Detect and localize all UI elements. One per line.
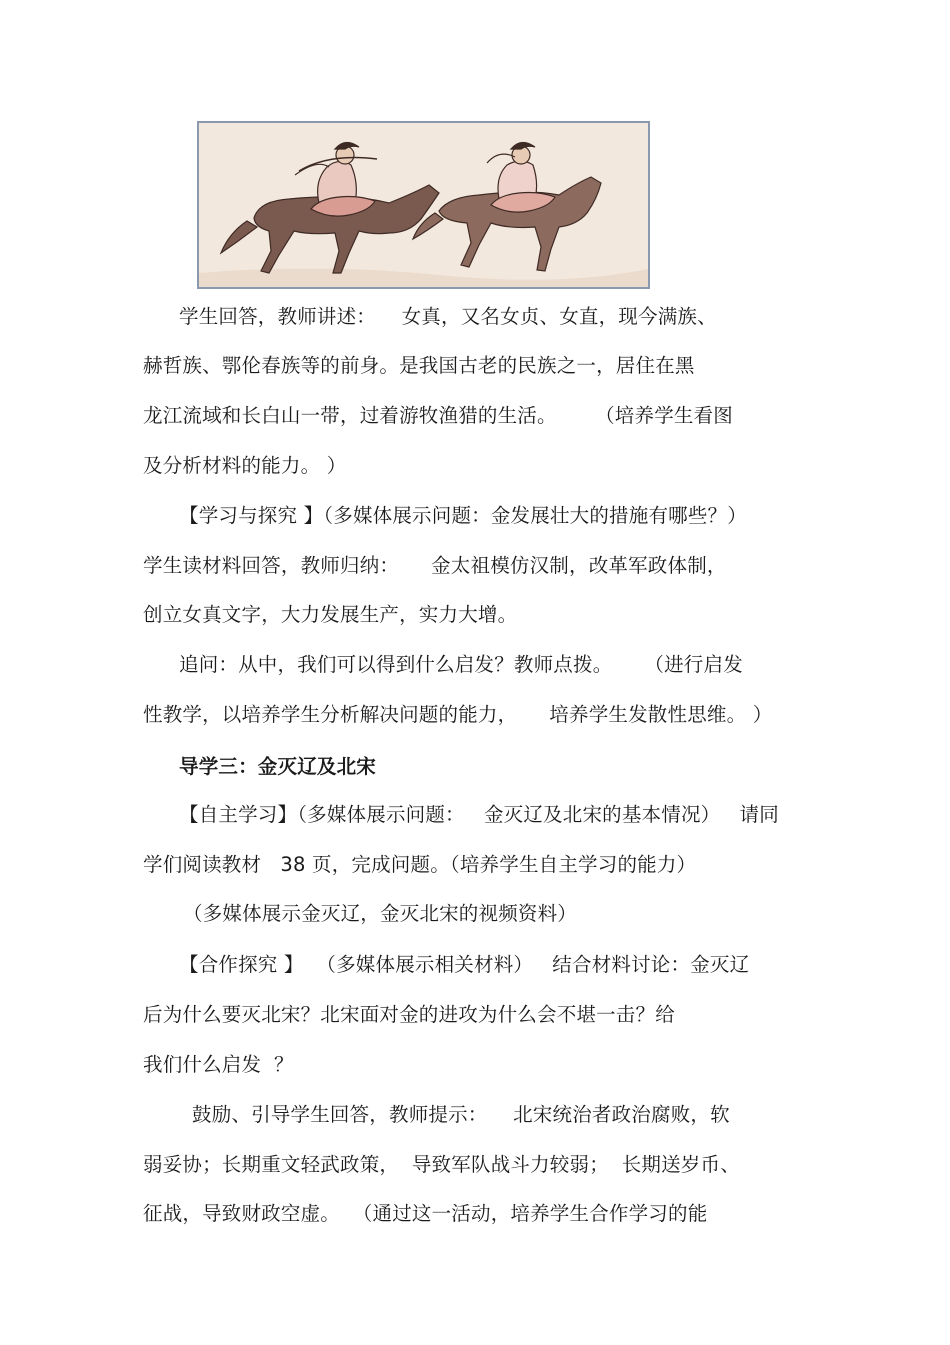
paragraph-line: 弱妥协；长期重文轻武政策， 导致军队战斗力较弱； 长期送岁币、: [143, 1153, 740, 1176]
paragraph-line: 鼓励、引导学生回答，教师提示： 北宋统治者政治腐败，软: [192, 1103, 730, 1126]
paragraph-line: 追问：从中，我们可以得到什么启发？教师点拨。 （进行启发: [179, 653, 743, 676]
paragraph-line: 征战，导致财政空虚。 （通过这一活动，培养学生合作学习的能: [143, 1202, 708, 1225]
section-heading: 导学三：金灭辽及北宋: [179, 755, 377, 778]
paragraph-line: （多媒体展示金灭辽，金灭北宋的视频资料）: [183, 902, 578, 925]
paragraph-line: 学生读材料回答，教师归纳： 金太祖模仿汉制，改革军政体制，: [143, 554, 727, 577]
paragraph-line: 性教学，以培养学生分析解决问题的能力， 培养学生发散性思维。 ）: [143, 703, 773, 726]
paragraph-line: 学们阅读教材 38 页，完成问题。（培养学生自主学习的能力）: [143, 853, 697, 876]
horse-riders-illustration-icon: [197, 121, 650, 289]
paragraph-line: 后为什么要灭北宋？北宋面对金的进攻为什么会不堪一击？给: [143, 1003, 675, 1026]
paragraph-line: 赫哲族、鄂伦春族等的前身。是我国古老的民族之一，居住在黑: [143, 354, 695, 377]
paragraph-line: 创立女真文字，大力发展生产，实力大增。: [143, 603, 518, 626]
paragraph-line: 龙江流域和长白山一带，过着游牧渔猎的生活。 （培养学生看图: [143, 404, 733, 427]
paragraph-line: 我们什么启发 ？: [143, 1053, 294, 1076]
paragraph-line: 及分析材料的能力。 ）: [143, 454, 347, 477]
paragraph-line: 【自主学习】（多媒体展示问题： 金灭辽及北宋的基本情况） 请同: [179, 803, 779, 826]
paragraph-line: 【合作探究 】 （多媒体展示相关材料） 结合材料讨论：金灭辽: [179, 953, 750, 976]
paragraph-line: 学生回答，教师讲述： 女真，又名女贞、女直，现今满族、: [179, 305, 717, 328]
paragraph-line: 【学习与探究 】（多媒体展示问题：金发展壮大的措施有哪些？）: [179, 504, 747, 527]
